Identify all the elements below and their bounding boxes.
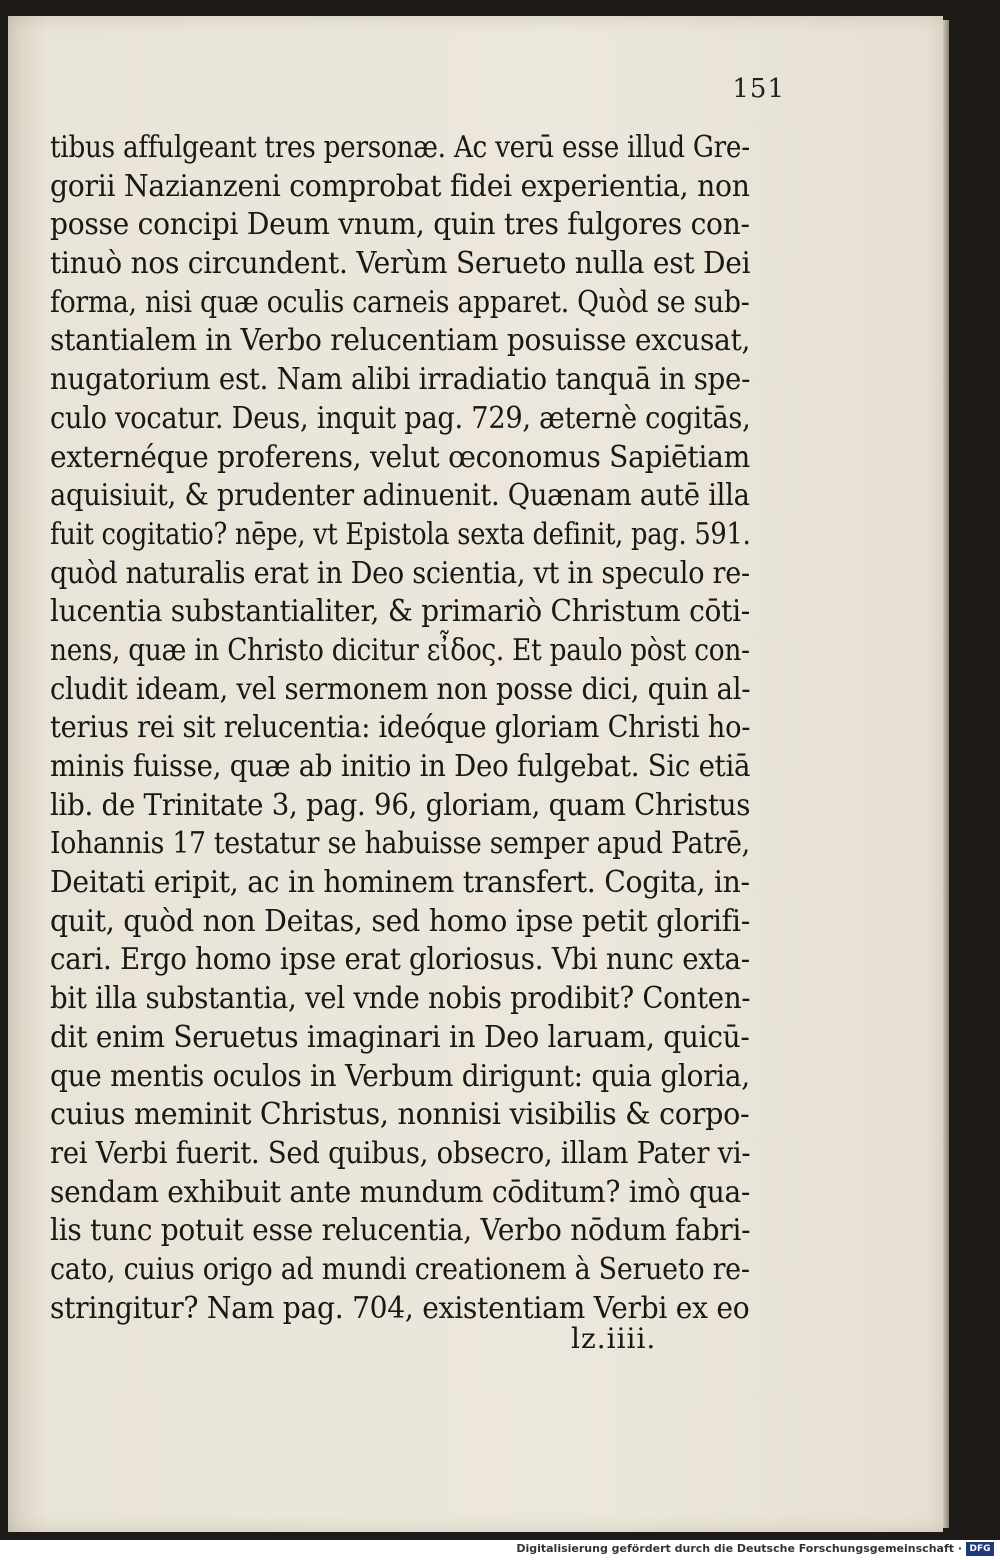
text-line: stringitur? Nam pag. 704, existentiam Verbi ex eo bbox=[50, 1290, 750, 1326]
text-line: forma, nisi quæ oculis carneis apparet. Quòd se sub- bbox=[50, 284, 750, 320]
book-page bbox=[8, 16, 943, 1532]
text-line: terius rei sit relucentia: ideóque gloriam Christi ho- bbox=[50, 710, 751, 746]
text-line: tibus affulgeant tres personæ. Ac verū esse illud Gre- bbox=[50, 130, 750, 165]
text-line: gorii Nazianzeni comprobat fidei experientia, non bbox=[50, 168, 750, 204]
text-line: externéque proferens, velut œconomus Sapiētiam bbox=[50, 439, 750, 475]
footer-credit: Digitalisierung gefördert durch die Deutsche Forschungsgemeinschaft · bbox=[516, 1542, 962, 1555]
text-line: dit enim Seruetus imaginari in Deo laruam, quicū- bbox=[50, 1019, 750, 1055]
text-line: nens, quæ in Christo dicitur εἶδος. Et paulo pòst con- bbox=[50, 632, 750, 668]
text-line: stantialem in Verbo relucentiam posuisse excusat, bbox=[50, 323, 751, 359]
text-line: fuit cogitatio? nēpe, vt Epistola sexta definit, pag. 591. bbox=[50, 516, 751, 552]
text-line: Deitati eripit, ac in hominem transfert. Cogita, in- bbox=[50, 865, 750, 901]
text-line: tinuò nos circundent. Verùm Serueto nulla est Dei bbox=[50, 246, 751, 282]
text-line: nugatorium est. Nam alibi irradiatio tanquā in spe- bbox=[50, 362, 751, 398]
text-line: cari. Ergo homo ipse erat gloriosus. Vbi nunc exta- bbox=[50, 942, 750, 978]
signature-mark: lz.iiii. bbox=[571, 1322, 657, 1355]
text-line: cato, cuius origo ad mundi creationem à Serueto re- bbox=[50, 1251, 750, 1287]
text-line: rei Verbi fuerit. Sed quibus, obsecro, illam Pater vi- bbox=[50, 1135, 751, 1171]
text-line: quòd naturalis erat in Deo scientia, vt in speculo re- bbox=[50, 555, 750, 591]
text-line: cludit ideam, vel sermonem non posse dici, quin al- bbox=[50, 671, 751, 707]
text-line: que mentis oculos in Verbum dirigunt: quia gloria, bbox=[50, 1058, 750, 1094]
text-line: sendam exhibuit ante mundum cōditum? imò qua- bbox=[50, 1174, 751, 1210]
text-line: quit, quòd non Deitas, sed homo ipse petit glorifi- bbox=[50, 903, 751, 939]
page-number: 151 bbox=[732, 74, 785, 104]
text-line: lis tunc potuit esse relucentia, Verbo nōdum fabri- bbox=[50, 1213, 751, 1249]
body-text bbox=[50, 129, 750, 1328]
text-line: cuius meminit Christus, nonnisi visibilis & corpo- bbox=[50, 1097, 750, 1133]
text-line: minis fuisse, quæ ab initio in Deo fulgebat. Sic etiā bbox=[50, 749, 751, 784]
text-line: lib. de Trinitate 3, pag. 96, gloriam, quam Christus bbox=[50, 787, 751, 823]
dfg-logo-icon: DFG bbox=[966, 1542, 994, 1556]
text-line: culo vocatur. Deus, inquit pag. 729, æternè cogitās, bbox=[50, 400, 751, 436]
text-line: lucentia substantialiter, & primariò Christum cōti- bbox=[50, 594, 751, 630]
footer-bar bbox=[0, 1540, 1000, 1560]
text-line: bit illa substantia, vel vnde nobis prodibit? Conten- bbox=[50, 981, 751, 1017]
text-line: Iohannis 17 testatur se habuisse semper apud Patrē, bbox=[50, 826, 750, 862]
page-edge bbox=[943, 20, 949, 1528]
text-line: aquisiuit, & prudenter adinuenit. Quænam autē illa bbox=[50, 478, 750, 514]
text-line: posse concipi Deum vnum, quin tres fulgores con- bbox=[50, 207, 750, 243]
